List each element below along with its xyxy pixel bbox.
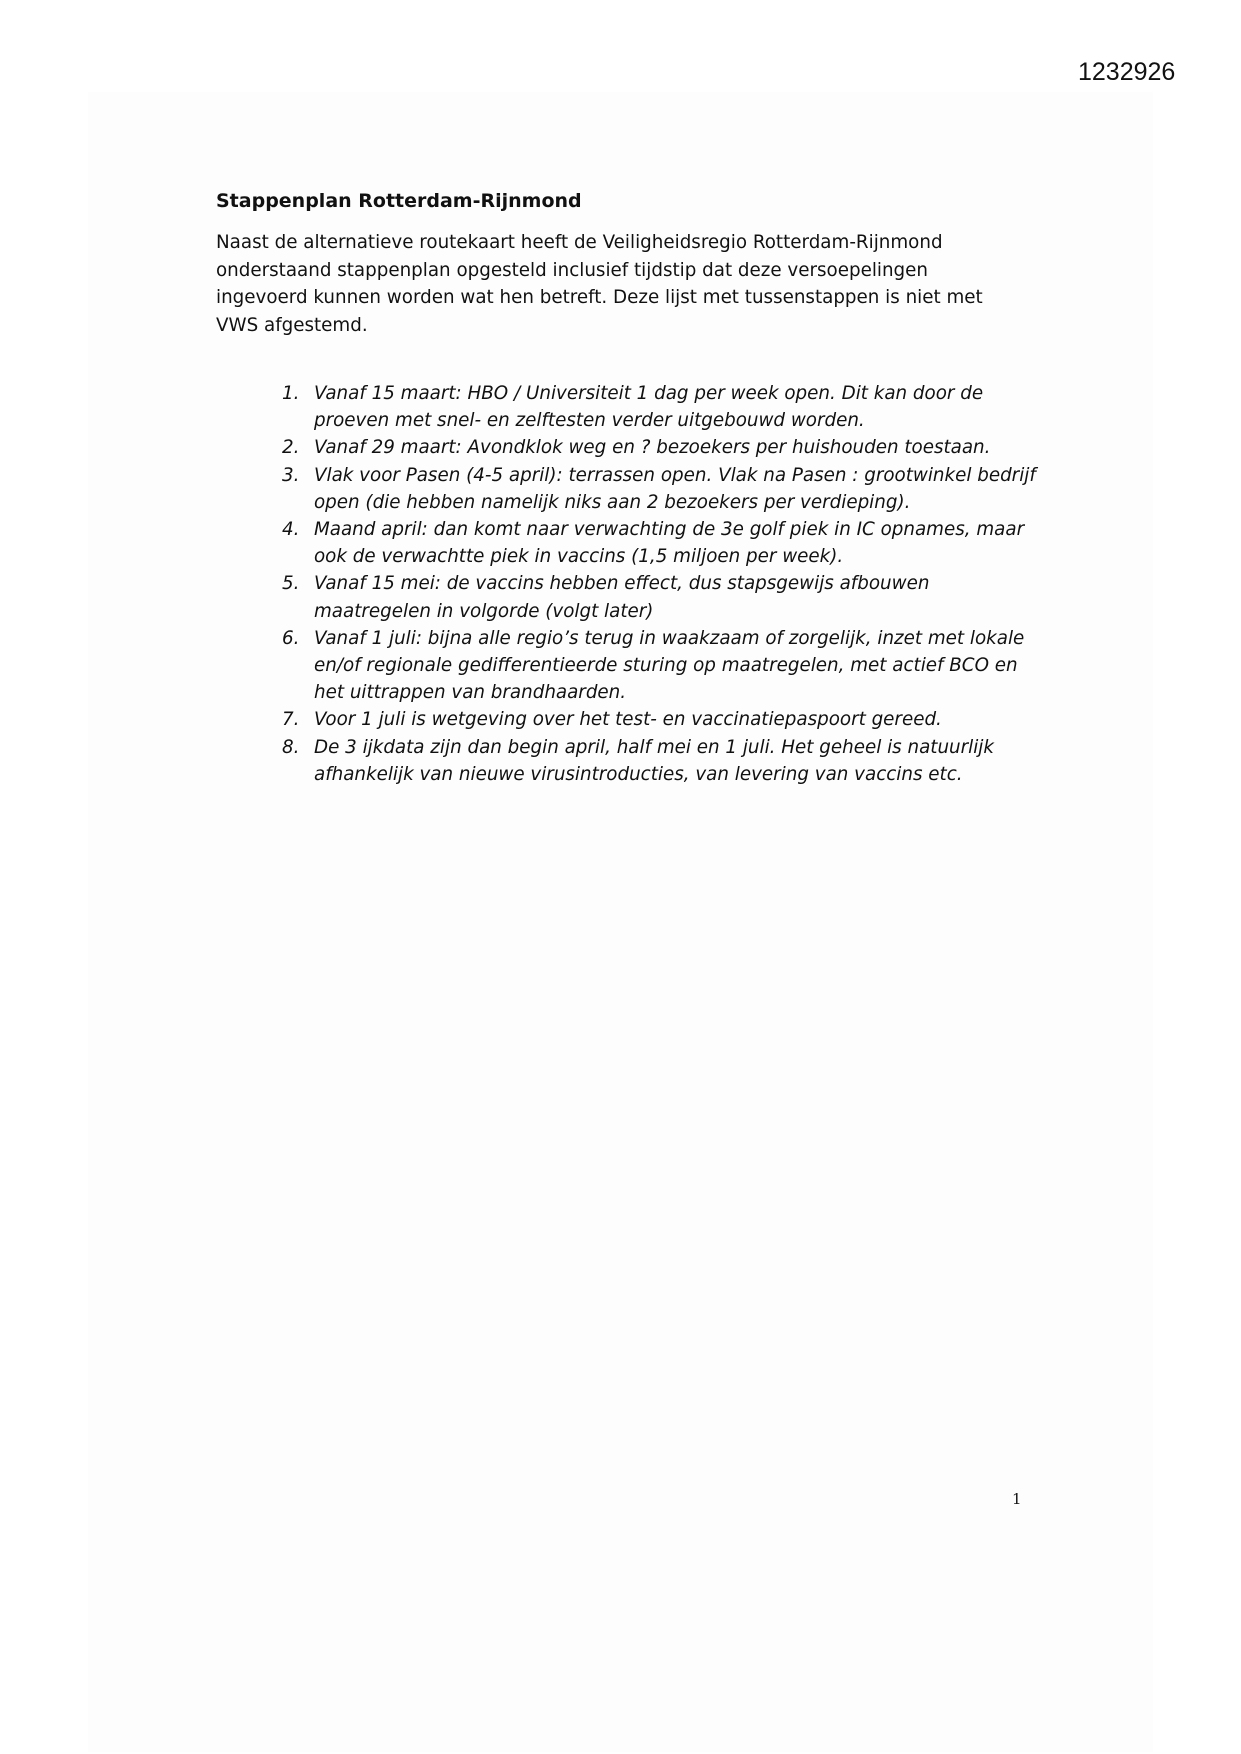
step-item — [276, 734, 1036, 788]
step-text: Vanaf 1 juli: bijna alle regio’s terug in waakzaam of zorgelijk, inzet met lokale en/of regionale gedifferentieerde sturing op maatregelen, met actief BCO en het uittrappen van brandhaarden. — [314, 627, 1025, 704]
step-text: Voor 1 juli is wetgeving over het test- en vaccinatiepaspoort gereed. — [314, 709, 942, 731]
page-number: 1 — [1012, 1490, 1022, 1508]
steps-list — [276, 380, 1036, 788]
step-number: 1. — [282, 383, 300, 404]
step-item — [276, 462, 1036, 516]
step-number: 8. — [282, 736, 300, 758]
step-number: 6. — [282, 627, 300, 649]
step-text: Vanaf 15 mei: de vaccins hebben effect, dus stapsgewijs afbouwen maatregelen in volgorde (volgt later) — [314, 573, 930, 622]
step-number: 3. — [282, 464, 300, 486]
step-text: Vanaf 29 maart: Avondklok weg en ? bezoekers per huishouden toestaan. — [314, 437, 991, 459]
step-item — [276, 380, 1036, 434]
step-item — [276, 625, 1036, 707]
intro-paragraph: Naast de alternatieve routekaart heeft de Veiligheidsregio Rotterdam-Rijnmond onderstaand stappenplan opgesteld inclusief tijdstip dat deze versoepelingen ingevoerd kunnen worden wat hen betreft. Deze lijst met tussenstappen is niet met VWS afgestemd. — [216, 232, 983, 336]
section-heading: Stappenplan Rotterdam-Rijnmond — [216, 190, 582, 212]
step-item — [276, 434, 1036, 461]
step-number: 2. — [282, 437, 300, 459]
step-text: Maand april: dan komt naar verwachting de 3e golf piek in IC opnames, maar ook de verwachtte piek in vaccins (1,5 miljoen per week). — [314, 519, 1025, 568]
step-number: 5. — [282, 573, 300, 595]
document-id: 1232926 — [1078, 58, 1176, 86]
step-number: 4. — [282, 519, 300, 541]
page-area — [88, 92, 1153, 1752]
step-item — [276, 516, 1036, 570]
step-item — [276, 570, 1036, 624]
step-text: De 3 ijkdata zijn dan begin april, half mei en 1 juli. Het geheel is natuurlijk afhankelijk van nieuwe virusintroducties, van levering van vaccins etc. — [314, 736, 994, 785]
step-text: Vanaf 15 maart: HBO / Universiteit 1 dag per week open. Dit kan door de proeven met snel- en zelftesten verder uitgebouwd worden. — [314, 383, 984, 432]
step-item — [276, 706, 1036, 733]
step-text: Vlak voor Pasen (4-5 april): terrassen open. Vlak na Pasen : grootwinkel bedrijf open (die hebben namelijk niks aan 2 bezoekers per verdieping). — [314, 464, 1036, 513]
step-number: 7. — [282, 709, 300, 731]
